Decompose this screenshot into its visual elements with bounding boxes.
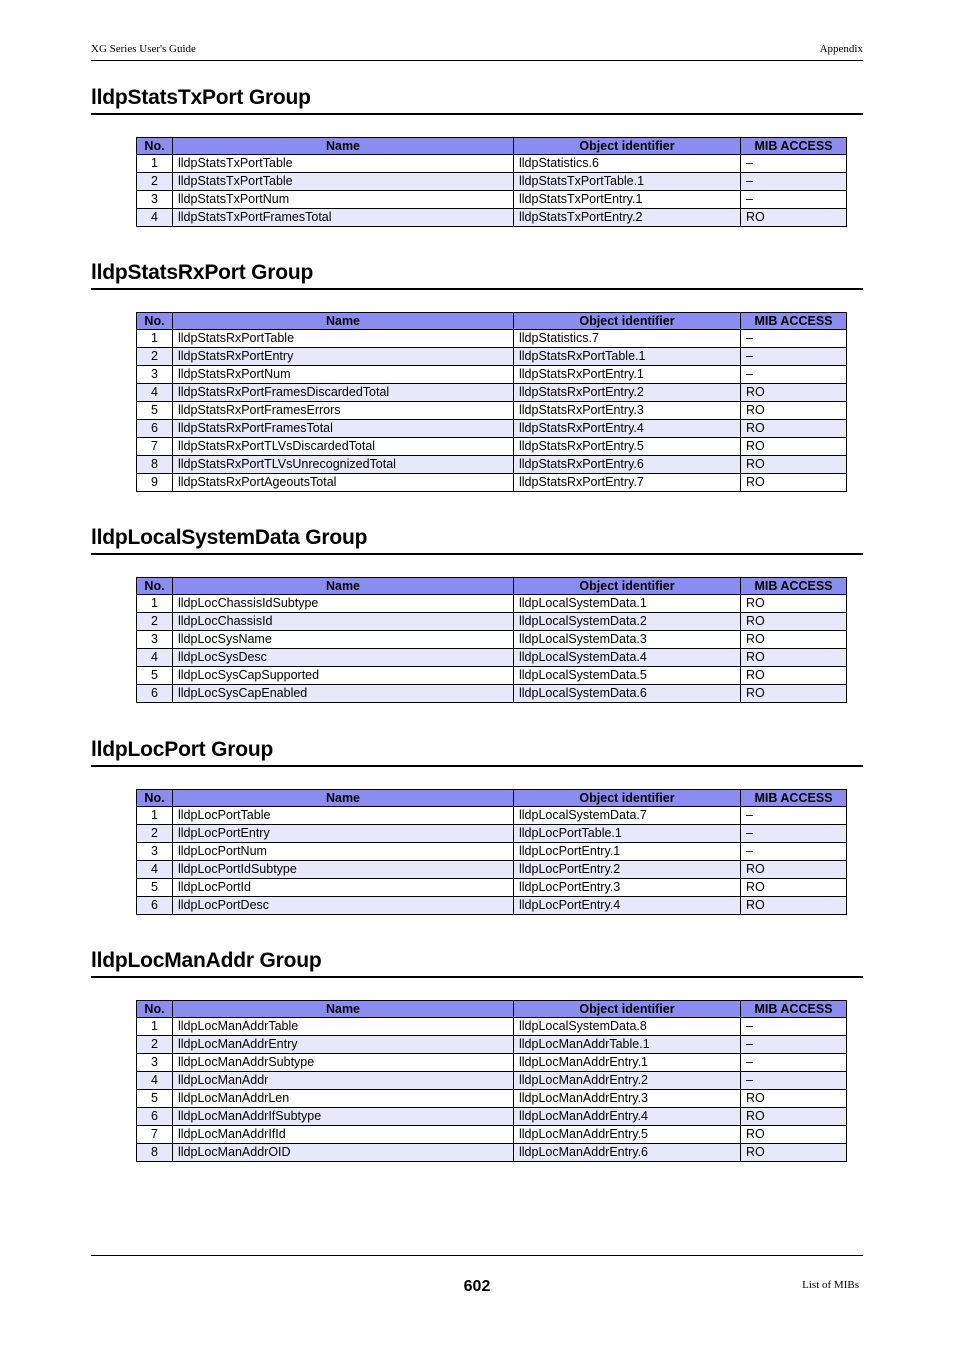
cell-access: RO (741, 631, 847, 649)
cell-oid: lldpLocManAddrEntry.6 (514, 1144, 741, 1162)
cell-no: 4 (137, 861, 173, 879)
cell-access: RO (741, 897, 847, 915)
cell-no: 2 (137, 348, 173, 366)
cell-no: 5 (137, 879, 173, 897)
cell-name: lldpStatsRxPortTable (173, 330, 514, 348)
cell-access: – (741, 191, 847, 209)
cell-oid: lldpStatistics.6 (514, 155, 741, 173)
table-header-row (137, 138, 847, 155)
table-row (137, 1018, 847, 1036)
cell-oid: lldpLocPortEntry.1 (514, 843, 741, 861)
mib-table (136, 577, 847, 703)
cell-oid: lldpStatistics.7 (514, 330, 741, 348)
page-number: 602 (463, 1278, 491, 1295)
col-header-name: Name (173, 138, 514, 155)
cell-oid: lldpLocalSystemData.1 (514, 595, 741, 613)
cell-access: RO (741, 879, 847, 897)
table-row (137, 613, 847, 631)
section-3 (91, 735, 863, 912)
cell-access: – (741, 330, 847, 348)
cell-access: RO (741, 420, 847, 438)
table-row (137, 402, 847, 420)
table-row (137, 366, 847, 384)
table-row (137, 1072, 847, 1090)
cell-no: 2 (137, 1036, 173, 1054)
cell-name: lldpLocPortEntry (173, 825, 514, 843)
table-row (137, 420, 847, 438)
cell-no: 9 (137, 474, 173, 492)
cell-access: – (741, 843, 847, 861)
section-4 (91, 946, 863, 1159)
mib-table (136, 137, 847, 227)
cell-no: 1 (137, 1018, 173, 1036)
cell-no: 1 (137, 595, 173, 613)
cell-oid: lldpStatsRxPortEntry.2 (514, 384, 741, 402)
cell-access: RO (741, 861, 847, 879)
cell-oid: lldpStatsTxPortEntry.1 (514, 191, 741, 209)
cell-access: RO (741, 1108, 847, 1126)
cell-name: lldpLocChassisIdSubtype (173, 595, 514, 613)
table-row (137, 667, 847, 685)
cell-oid: lldpLocManAddrEntry.2 (514, 1072, 741, 1090)
cell-name: lldpStatsTxPortNum (173, 191, 514, 209)
table-row (137, 330, 847, 348)
cell-no: 3 (137, 191, 173, 209)
col-header-name: Name (173, 1001, 514, 1018)
col-header-name: Name (173, 313, 514, 330)
cell-name: lldpLocManAddrTable (173, 1018, 514, 1036)
cell-access: RO (741, 384, 847, 402)
cell-oid: lldpStatsRxPortEntry.1 (514, 366, 741, 384)
cell-access: RO (741, 1126, 847, 1144)
cell-name: lldpLocManAddrIfId (173, 1126, 514, 1144)
section-title: lldpLocalSystemData Group (91, 523, 863, 555)
cell-access: RO (741, 209, 847, 227)
col-header-no: No. (137, 578, 173, 595)
table-row (137, 595, 847, 613)
cell-no: 5 (137, 402, 173, 420)
cell-access: – (741, 173, 847, 191)
cell-no: 7 (137, 1126, 173, 1144)
cell-oid: lldpLocManAddrEntry.4 (514, 1108, 741, 1126)
table-row (137, 861, 847, 879)
cell-name: lldpStatsRxPortTLVsUnrecognizedTotal (173, 456, 514, 474)
cell-no: 6 (137, 897, 173, 915)
cell-oid: lldpLocManAddrTable.1 (514, 1036, 741, 1054)
table-row (137, 1036, 847, 1054)
col-header-no: No. (137, 790, 173, 807)
cell-oid: lldpLocPortEntry.3 (514, 879, 741, 897)
cell-name: lldpLocSysCapEnabled (173, 685, 514, 703)
cell-name: lldpStatsTxPortTable (173, 155, 514, 173)
cell-no: 3 (137, 1054, 173, 1072)
cell-no: 6 (137, 420, 173, 438)
cell-no: 1 (137, 330, 173, 348)
table-row (137, 879, 847, 897)
cell-access: – (741, 807, 847, 825)
cell-no: 7 (137, 438, 173, 456)
table-row (137, 384, 847, 402)
table-row (137, 1108, 847, 1126)
table-row (137, 456, 847, 474)
cell-oid: lldpStatsRxPortEntry.3 (514, 402, 741, 420)
cell-access: RO (741, 438, 847, 456)
table-row (137, 1090, 847, 1108)
cell-name: lldpLocPortDesc (173, 897, 514, 915)
cell-oid: lldpLocalSystemData.7 (514, 807, 741, 825)
header-guide-title: XG Series User's Guide (91, 43, 196, 55)
page-header (91, 40, 863, 61)
cell-name: lldpStatsRxPortEntry (173, 348, 514, 366)
cell-oid: lldpLocalSystemData.2 (514, 613, 741, 631)
table-header-row (137, 313, 847, 330)
table-row (137, 685, 847, 703)
section-title: lldpStatsRxPort Group (91, 258, 863, 290)
cell-name: lldpStatsTxPortFramesTotal (173, 209, 514, 227)
cell-access: RO (741, 613, 847, 631)
table-row (137, 209, 847, 227)
cell-no: 5 (137, 667, 173, 685)
cell-no: 2 (137, 173, 173, 191)
col-header-oid: Object identifier (514, 1001, 741, 1018)
section-1 (91, 258, 863, 489)
col-header-oid: Object identifier (514, 578, 741, 595)
table-row (137, 631, 847, 649)
cell-name: lldpLocPortIdSubtype (173, 861, 514, 879)
cell-oid: lldpLocManAddrEntry.5 (514, 1126, 741, 1144)
cell-name: lldpLocPortNum (173, 843, 514, 861)
cell-name: lldpLocManAddr (173, 1072, 514, 1090)
cell-oid: lldpLocalSystemData.6 (514, 685, 741, 703)
cell-name: lldpLocManAddrIfSubtype (173, 1108, 514, 1126)
cell-no: 6 (137, 685, 173, 703)
table-row (137, 474, 847, 492)
cell-no: 5 (137, 1090, 173, 1108)
cell-no: 1 (137, 155, 173, 173)
cell-oid: lldpLocPortEntry.2 (514, 861, 741, 879)
cell-access: – (741, 348, 847, 366)
cell-oid: lldpLocManAddrEntry.3 (514, 1090, 741, 1108)
col-header-access: MIB ACCESS (741, 578, 847, 595)
col-header-oid: Object identifier (514, 790, 741, 807)
cell-oid: lldpLocManAddrEntry.1 (514, 1054, 741, 1072)
cell-name: lldpLocSysDesc (173, 649, 514, 667)
cell-no: 2 (137, 825, 173, 843)
cell-name: lldpStatsRxPortFramesTotal (173, 420, 514, 438)
cell-name: lldpStatsRxPortTLVsDiscardedTotal (173, 438, 514, 456)
cell-name: lldpLocPortTable (173, 807, 514, 825)
table-row (137, 825, 847, 843)
cell-access: – (741, 825, 847, 843)
cell-name: lldpStatsRxPortAgeoutsTotal (173, 474, 514, 492)
cell-name: lldpStatsRxPortFramesErrors (173, 402, 514, 420)
cell-access: – (741, 366, 847, 384)
cell-oid: lldpLocalSystemData.8 (514, 1018, 741, 1036)
col-header-name: Name (173, 578, 514, 595)
col-header-access: MIB ACCESS (741, 138, 847, 155)
table-row (137, 649, 847, 667)
cell-no: 3 (137, 366, 173, 384)
cell-access: RO (741, 1090, 847, 1108)
cell-name: lldpLocManAddrOID (173, 1144, 514, 1162)
col-header-name: Name (173, 790, 514, 807)
cell-oid: lldpStatsRxPortEntry.6 (514, 456, 741, 474)
section-2 (91, 523, 863, 700)
cell-no: 4 (137, 209, 173, 227)
col-header-oid: Object identifier (514, 138, 741, 155)
table-row (137, 348, 847, 366)
cell-oid: lldpStatsRxPortEntry.4 (514, 420, 741, 438)
cell-oid: lldpLocPortTable.1 (514, 825, 741, 843)
cell-oid: lldpStatsTxPortEntry.2 (514, 209, 741, 227)
cell-no: 3 (137, 843, 173, 861)
table-header-row (137, 790, 847, 807)
cell-access: – (741, 1072, 847, 1090)
cell-no: 3 (137, 631, 173, 649)
cell-no: 8 (137, 456, 173, 474)
cell-access: RO (741, 595, 847, 613)
cell-oid: lldpLocPortEntry.4 (514, 897, 741, 915)
cell-name: lldpStatsTxPortTable (173, 173, 514, 191)
cell-access: RO (741, 1144, 847, 1162)
cell-no: 4 (137, 384, 173, 402)
table-row (137, 807, 847, 825)
table-header-row (137, 578, 847, 595)
cell-name: lldpLocPortId (173, 879, 514, 897)
cell-no: 8 (137, 1144, 173, 1162)
header-chapter: Appendix (819, 43, 863, 55)
col-header-oid: Object identifier (514, 313, 741, 330)
cell-access: RO (741, 667, 847, 685)
col-header-no: No. (137, 1001, 173, 1018)
table-row (137, 438, 847, 456)
col-header-no: No. (137, 313, 173, 330)
section-title: lldpStatsTxPort Group (91, 83, 863, 115)
cell-name: lldpLocManAddrLen (173, 1090, 514, 1108)
cell-oid: lldpLocalSystemData.4 (514, 649, 741, 667)
cell-access: RO (741, 474, 847, 492)
cell-oid: lldpLocalSystemData.3 (514, 631, 741, 649)
cell-access: – (741, 1036, 847, 1054)
cell-access: – (741, 155, 847, 173)
page-footer (91, 1255, 863, 1296)
cell-access: RO (741, 456, 847, 474)
table-row (137, 173, 847, 191)
table-row (137, 1126, 847, 1144)
cell-no: 6 (137, 1108, 173, 1126)
cell-access: – (741, 1018, 847, 1036)
cell-oid: lldpStatsRxPortTable.1 (514, 348, 741, 366)
cell-no: 4 (137, 1072, 173, 1090)
cell-no: 4 (137, 649, 173, 667)
table-row (137, 1144, 847, 1162)
col-header-access: MIB ACCESS (741, 313, 847, 330)
cell-name: lldpLocSysCapSupported (173, 667, 514, 685)
cell-name: lldpStatsRxPortFramesDiscardedTotal (173, 384, 514, 402)
col-header-access: MIB ACCESS (741, 1001, 847, 1018)
cell-access: RO (741, 402, 847, 420)
col-header-no: No. (137, 138, 173, 155)
section-0 (91, 83, 863, 224)
table-row (137, 155, 847, 173)
mib-table (136, 312, 847, 492)
cell-no: 2 (137, 613, 173, 631)
cell-access: – (741, 1054, 847, 1072)
cell-name: lldpLocSysName (173, 631, 514, 649)
cell-oid: lldpStatsTxPortTable.1 (514, 173, 741, 191)
table-row (137, 897, 847, 915)
section-title: lldpLocPort Group (91, 735, 863, 767)
cell-name: lldpLocChassisId (173, 613, 514, 631)
cell-oid: lldpStatsRxPortEntry.7 (514, 474, 741, 492)
cell-access: RO (741, 649, 847, 667)
section-title: lldpLocManAddr Group (91, 946, 863, 978)
cell-no: 1 (137, 807, 173, 825)
cell-name: lldpStatsRxPortNum (173, 366, 514, 384)
table-row (137, 191, 847, 209)
cell-oid: lldpLocalSystemData.5 (514, 667, 741, 685)
cell-name: lldpLocManAddrSubtype (173, 1054, 514, 1072)
mib-table (136, 1000, 847, 1162)
cell-access: RO (741, 685, 847, 703)
mib-table (136, 789, 847, 915)
cell-name: lldpLocManAddrEntry (173, 1036, 514, 1054)
footer-section-name: List of MIBs (802, 1279, 859, 1291)
table-row (137, 843, 847, 861)
table-row (137, 1054, 847, 1072)
cell-oid: lldpStatsRxPortEntry.5 (514, 438, 741, 456)
col-header-access: MIB ACCESS (741, 790, 847, 807)
table-header-row (137, 1001, 847, 1018)
